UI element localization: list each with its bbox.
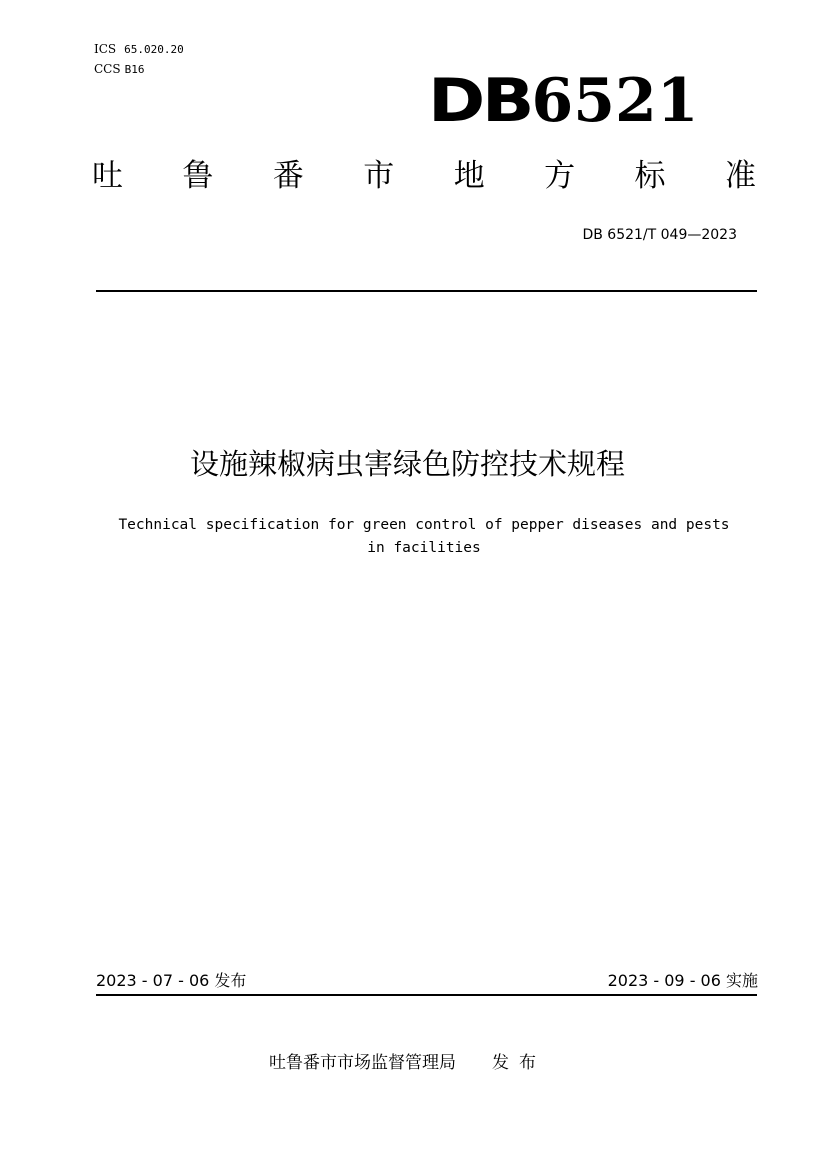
title-chinese: 设施辣椒病虫害绿色防控技术规程: [189, 447, 625, 481]
ics-label: ICS: [94, 42, 117, 56]
standard-type-char: 准: [724, 158, 756, 194]
publish-date: 2023 - 07 - 06 发布: [96, 971, 247, 990]
standard-type: [92, 156, 756, 196]
implement-date: 2023 - 09 - 06 实施: [607, 971, 758, 990]
standard-type-char: 鲁: [182, 158, 214, 194]
standard-type-char: 地: [453, 158, 485, 194]
standard-type-char: 吐: [92, 158, 123, 194]
title-english-line2: in facilities: [367, 540, 481, 556]
db-logo-prefix: DB: [428, 66, 531, 136]
title-english: [92, 514, 756, 560]
ccs-label: CCS: [94, 62, 121, 76]
db-logo-number: 6521: [531, 66, 699, 136]
standard-type-char: 标: [634, 158, 666, 194]
ics-value: 65.020.20: [124, 43, 184, 56]
standard-type-char: 番: [272, 158, 304, 194]
ccs-value: B16: [124, 63, 145, 76]
ics-line: [94, 42, 184, 57]
issuer-line: [0, 1052, 815, 1074]
header-divider: [96, 290, 757, 292]
issuer-action: 发布: [492, 1053, 546, 1073]
footer-divider: [96, 994, 757, 996]
standard-code: DB 6521/T 049—2023: [582, 227, 737, 243]
db-logo: [428, 66, 698, 136]
issuer-name: 吐鲁番市市场监督管理局: [269, 1053, 456, 1073]
standard-type-char: 市: [363, 158, 395, 194]
title-english-line1: Technical specification for green control of pepper diseases and pests: [118, 517, 730, 533]
standard-type-char: 方: [544, 158, 576, 194]
ccs-line: [94, 62, 144, 77]
